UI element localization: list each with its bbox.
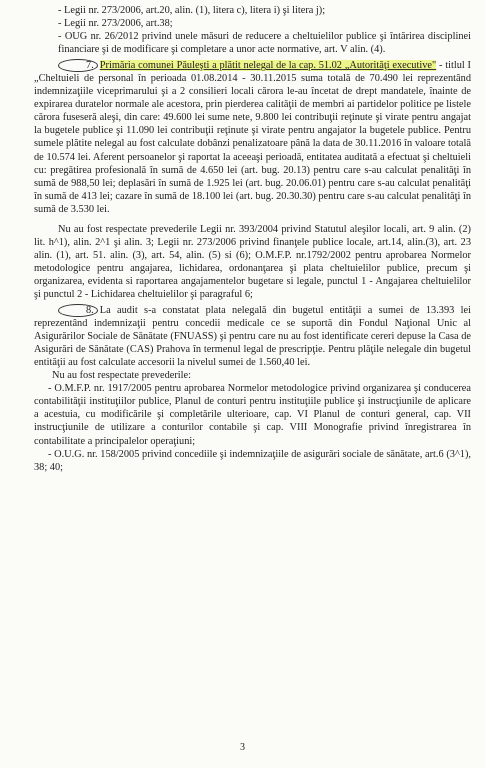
legal-ref-item: - O.U.G. nr. 158/2005 privind concediile şi indemnizaţiile de asigurări sociale de sănătate, art.6 (3^1), 38; 40;: [34, 448, 471, 473]
legal-ref-item: - O.M.F.P. nr. 1917/2005 pentru aprobarea Normelor metodologice privind organizarea şi conducerea contabilităţii instituţiilor publice, Planul de conturi pentru instituţiile publice şi instrucţiunile de aplicare a acestuia, cu modificările şi completările ulterioare, cap. VI Planul de conturi general, cap. VII instrucţiunile de utilizare a conturilor contabile şi cap. VIII Monografie privind înregistrarea în contabilitate a principalelor operaţiuni;: [34, 383, 471, 447]
not-respected-paragraph-2: Nu au fost respectate prevederile:: [52, 370, 191, 382]
not-respected-paragraph-1: Nu au fost respectate prevederile Legii nr. 393/2004 privind Statutul aleşilor locali, art. 9 alin. (2) lit. h^1), alin. 2^1 şi alin. 3; Legii nr. 273/2006 privind finanţele publice locale, art.14, alin.(3), art. 23 alin. (1), art. 51. alin. (3), art. 54, alin. (5) si (6); O.M.F.P. nr.1792/2002 pentru aprobarea Normelor metodologice pentru angajarea, lichidarea, ordonanţarea şi plata cheltuielilor publice, precum şi organizarea, evidenta si raportarea angajamentelor bugetare si legale, punctul 1 - Angajarea cheltuielilor şi punctul 2 - Lichidarea cheltuielilor şi paragraful 6;: [34, 223, 471, 300]
finding-8-body: La audit s-a constatat plata nelegală din bugetul entităţii a sumei de 13.393 lei reprezentând indemnizaţii pentru concedii medicale ce se suportă din Fondul Naţional Unic al Asigurărilor Sociale de Sănătate (FNUASS) şi pentru care nu au fost identificate cereri depuse la Casa de Asigurări de Sănătate (CAS) Prahova în termenul legal de prescripţie. Pentru plăţile nelegale din bugetul entităţii au fost calculate accesorii la nivelul sumei de 1.560,40 lei.: [34, 305, 471, 369]
legal-ref-item: - Legii nr. 273/2006, art.20, alin. (1), litera c), litera i) şi litera j);: [58, 5, 326, 16]
finding-7-body: - titlul I „Cheltuieli de personal în perioada 01.08.2014 - 30.11.2015 suma totală de 70.490 lei reprezentând indemnizaţiile viceprimarului şi a 2 consilieri locali cărora le-au încetat de drept mandatele, înainte de expirarea duratelor normale ale acestora, prin pierderea calităţii de membri ai partidelor politice pe listele cărora fuseseră aleşi, din care: 49.600 lei sume nete, 9.800 lei contribuţii reţinute şi virate pentru angajat la bugetele publice şi 11.090 lei contribuţii reţinute şi virate pentru angajator la bugetele publice. Pentru sumele plătite nelegal au fost calculate dobânzi penalizatoare până la data de 30.11.2016 în valoare totală de 10.574 lei. Aferent persoanelor şi raportat la aceeaşi perioadă, entitatea auditată a efectuat şi cheltuieli cu: pregătirea profesională în sumă de 4.650 lei (art. bug. 20.13) pentru care s-au calculat penalităţi în sumă de 988,50 lei; deplasări în sumă de 1.925 lei (art. bug. 20.06.01) pentru care s-au calculat penalităţi în sumă de 413 lei; cazare în sumă de 18.100 lei (art. bug. 20.30.30) pentru care s-au calculat penalităţi în sumă de 3.530 lei.: [34, 60, 471, 215]
legal-ref-item: - OUG nr. 26/2012 privind unele măsuri de reducere a cheltuielilor publice şi întărirea disciplinei financiare şi de modificare şi completare a unor acte normative, art. V alin. (4).: [58, 31, 471, 56]
page-number: 3: [240, 741, 245, 753]
legal-ref-item: - Legii nr. 273/2006, art.38;: [58, 18, 173, 30]
finding-7-highlight: Primăria comunei Păuleşti a plătit nelegal de la cap. 51.02 „Autorităţi executive": [99, 60, 437, 72]
finding-8-marker: 8.: [58, 304, 98, 317]
finding-8-paragraph: [34, 304, 471, 369]
finding-7-marker: 7.: [58, 59, 98, 72]
finding-7-paragraph: [34, 59, 471, 216]
